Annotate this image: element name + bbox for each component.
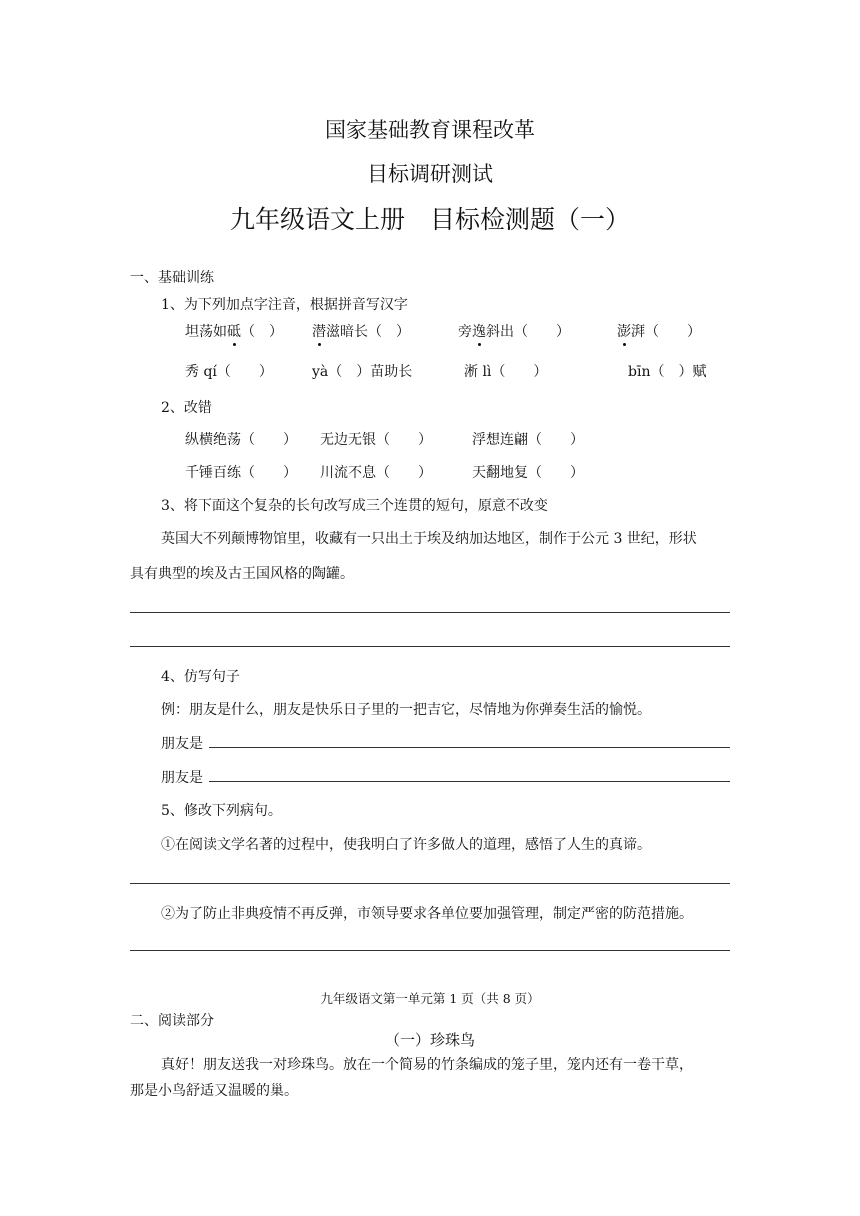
q4-fill-label-2: 朋友是 xyxy=(161,770,203,786)
q5-sentence-1: ①在阅读文学名著的过程中，使我明白了许多做人的道理，感悟了人生的真谛。 xyxy=(161,837,651,853)
q1-item-1: 坦荡如砥（ ） xyxy=(185,321,283,341)
q4-fill-label-1: 朋友是 xyxy=(161,736,203,752)
q4-example: 例：朋友是什么，朋友是快乐日子里的一把吉它，尽情地为你弹奏生活的愉悦。 xyxy=(161,702,651,718)
fill-blank-line[interactable] xyxy=(209,747,730,748)
q4-title: 4、仿写句子 xyxy=(161,669,240,685)
q2-item-6: 天翻地复（ ） xyxy=(472,465,584,481)
section-1-title: 一、基础训练 xyxy=(130,270,214,286)
page-footer: 九年级语文第一单元第 1 页（共 8 页） xyxy=(320,991,540,1006)
header-line-1: 国家基础教育课程改革 xyxy=(325,118,535,142)
emphasis-dot-char: 澎 xyxy=(617,321,631,341)
fill-blank-line[interactable] xyxy=(209,781,730,782)
q1-pinyin-2: yà（ ）苗助长 xyxy=(312,364,413,380)
emphasis-dot-char: 逸 xyxy=(472,321,486,341)
q1-pinyin-3: 淅 lì（ ） xyxy=(464,364,548,380)
answer-line[interactable] xyxy=(130,950,730,951)
q3-sentence-line-1: 英国大不列颠博物馆里，收藏有一只出土于埃及纳加达地区，制作于公元 3 世纪，形状 xyxy=(161,531,697,547)
q1-pinyin-4: bīn（ ）赋 xyxy=(628,364,707,380)
q5-sentence-2: ②为了防止非典疫情不再反弹，市领导要求各单位要加强管理，制定严密的防范措施。 xyxy=(161,906,693,922)
q1-item-3: 旁逸斜出（ ） xyxy=(458,321,570,341)
reading-paragraph-line-1: 真好！朋友送我一对珍珠鸟。放在一个简易的竹条编成的笼子里，笼内还有一卷干草， xyxy=(161,1057,693,1073)
q5-title: 5、修改下列病句。 xyxy=(161,803,282,819)
page-title: 九年级语文上册 目标检测题（一） xyxy=(229,205,630,234)
q1-item-2: 潜滋暗长（ ） xyxy=(312,321,410,341)
q2-item-4: 千锤百练（ ） xyxy=(185,465,297,481)
emphasis-dot-char: 砥 xyxy=(227,321,241,341)
q1-item-4: 澎湃（ ） xyxy=(617,321,701,341)
q2-item-5: 川流不息（ ） xyxy=(320,465,432,481)
answer-line[interactable] xyxy=(130,646,730,647)
q2-title: 2、改错 xyxy=(161,400,212,416)
reading-paragraph-line-2: 那是小鸟舒适又温暖的巢。 xyxy=(130,1083,298,1099)
emphasis-dot-char: 潜 xyxy=(312,321,326,341)
q1-pinyin-1: 秀 qí（ ） xyxy=(185,364,273,380)
q2-item-2: 无边无银（ ） xyxy=(320,432,432,448)
answer-line[interactable] xyxy=(130,612,730,613)
q3-title: 3、将下面这个复杂的长句改写成三个连贯的短句，原意不改变 xyxy=(161,498,548,514)
section-2-title: 二、阅读部分 xyxy=(130,1013,214,1029)
q2-item-1: 纵横绝荡（ ） xyxy=(185,432,297,448)
q1-title: 1、为下列加点字注音，根据拼音写汉字 xyxy=(161,297,408,313)
answer-line[interactable] xyxy=(130,883,730,884)
reading-title: （一）珍珠鸟 xyxy=(384,1031,475,1049)
q2-item-3: 浮想连翩（ ） xyxy=(472,432,584,448)
header-line-2: 目标调研测试 xyxy=(367,162,493,186)
q3-sentence-line-2: 具有典型的埃及古王国风格的陶罐。 xyxy=(130,566,354,582)
